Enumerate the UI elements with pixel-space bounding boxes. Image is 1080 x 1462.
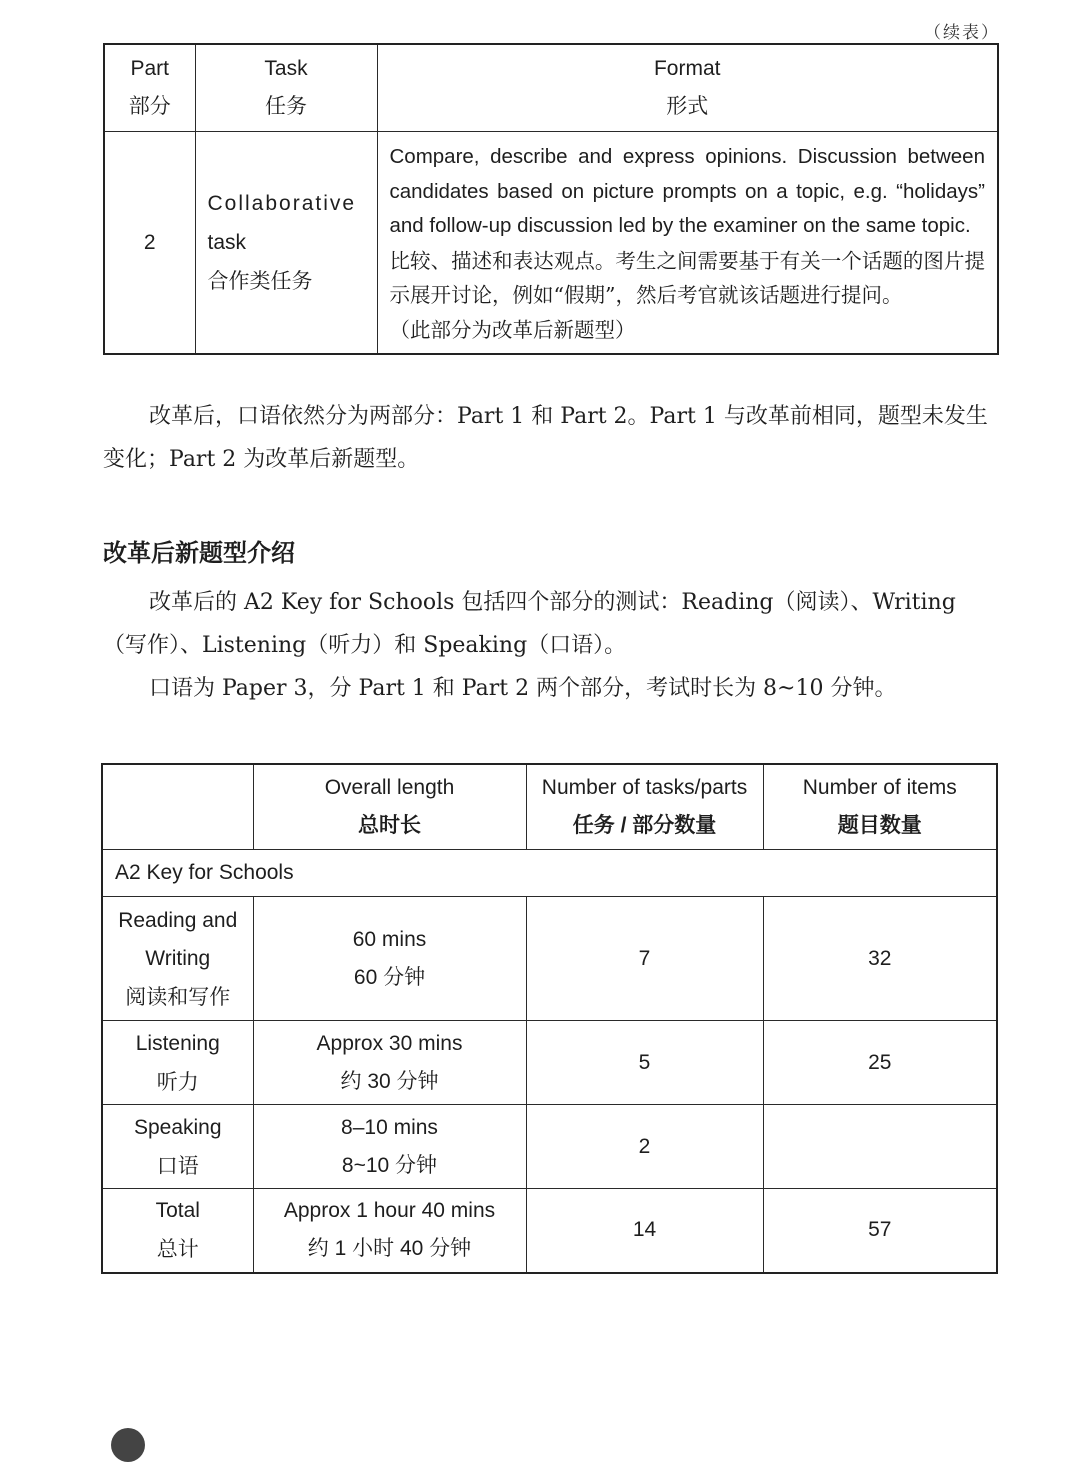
exam-overview-table <box>101 763 998 1274</box>
paper-items <box>763 1105 997 1189</box>
paper-name: Reading and Writing 阅读和写作 <box>102 897 253 1021</box>
paper-tasks: 14 <box>526 1189 763 1273</box>
header-task: Task 任务 <box>195 44 377 132</box>
table-row <box>102 1189 997 1273</box>
section-row <box>102 850 997 897</box>
task-cell: Collaborative task 合作类任务 <box>195 132 377 355</box>
paragraph-test-parts: 改革后的 A2 Key for Schools 包括四个部分的测试：Reading（阅读）、Writing（写作）、Listening（听力）和 Speaking（口语）。 <box>103 590 956 658</box>
page-number-badge <box>111 1428 145 1462</box>
paper-length: Approx 30 mins 约 30 分钟 <box>253 1021 526 1105</box>
header-part: Part 部分 <box>104 44 195 132</box>
header-format: Format 形式 <box>377 44 998 132</box>
paper-tasks: 2 <box>526 1105 763 1189</box>
paper-items: 57 <box>763 1189 997 1273</box>
paper-length: Approx 1 hour 40 mins 约 1 小时 40 分钟 <box>253 1189 526 1273</box>
paper-items: 25 <box>763 1021 997 1105</box>
table-row <box>102 897 997 1021</box>
speaking-format-table <box>103 43 999 355</box>
header-blank <box>102 764 253 850</box>
paper-tasks: 7 <box>526 897 763 1021</box>
paper-name: Listening 听力 <box>102 1021 253 1105</box>
header-items: Number of items 题目数量 <box>763 764 997 850</box>
continued-label: （续表） <box>924 23 1000 43</box>
format-cell <box>377 132 998 355</box>
table-header-row <box>104 44 998 132</box>
format-english: Compare, describe and express opinions. Discussion between candidates based on picture prompts on a topic, e.g. “holidays” and follow-up discussion led by the examiner on the same topic. <box>389 145 985 237</box>
paper-length: 8–10 mins 8~10 分钟 <box>253 1105 526 1189</box>
table-row <box>102 1105 997 1189</box>
table-header-row <box>102 764 997 850</box>
table-row <box>104 132 998 355</box>
section-label: A2 Key for Schools <box>102 850 997 897</box>
header-length: Overall length 总时长 <box>253 764 526 850</box>
paper-items: 32 <box>763 897 997 1021</box>
section-heading: 改革后新题型介绍 <box>103 538 295 567</box>
table-row <box>102 1021 997 1105</box>
paper-tasks: 5 <box>526 1021 763 1105</box>
format-note: （此部分为改革后新题型） <box>389 317 636 342</box>
paragraph-paper3: 口语为 Paper 3，分 Part 1 和 Part 2 两个部分，考试时长为 8~10 分钟。 <box>149 676 897 701</box>
paper-name: Total 总计 <box>102 1189 253 1273</box>
paragraph-speaking-parts: 改革后，口语依然分为两部分：Part 1 和 Part 2。Part 1 与改革前相同，题型未发生变化；Part 2 为改革后新题型。 <box>103 404 988 472</box>
format-chinese: 比较、描述和表达观点。考生之间需要基于有关一个话题的图片提示展开讨论，例如“假期”，然后考官就该话题进行提问。 <box>389 248 985 307</box>
paper-length: 60 mins 60 分钟 <box>253 897 526 1021</box>
header-tasks: Number of tasks/parts 任务 / 部分数量 <box>526 764 763 850</box>
paper-name: Speaking 口语 <box>102 1105 253 1189</box>
part-number: 2 <box>104 132 195 355</box>
